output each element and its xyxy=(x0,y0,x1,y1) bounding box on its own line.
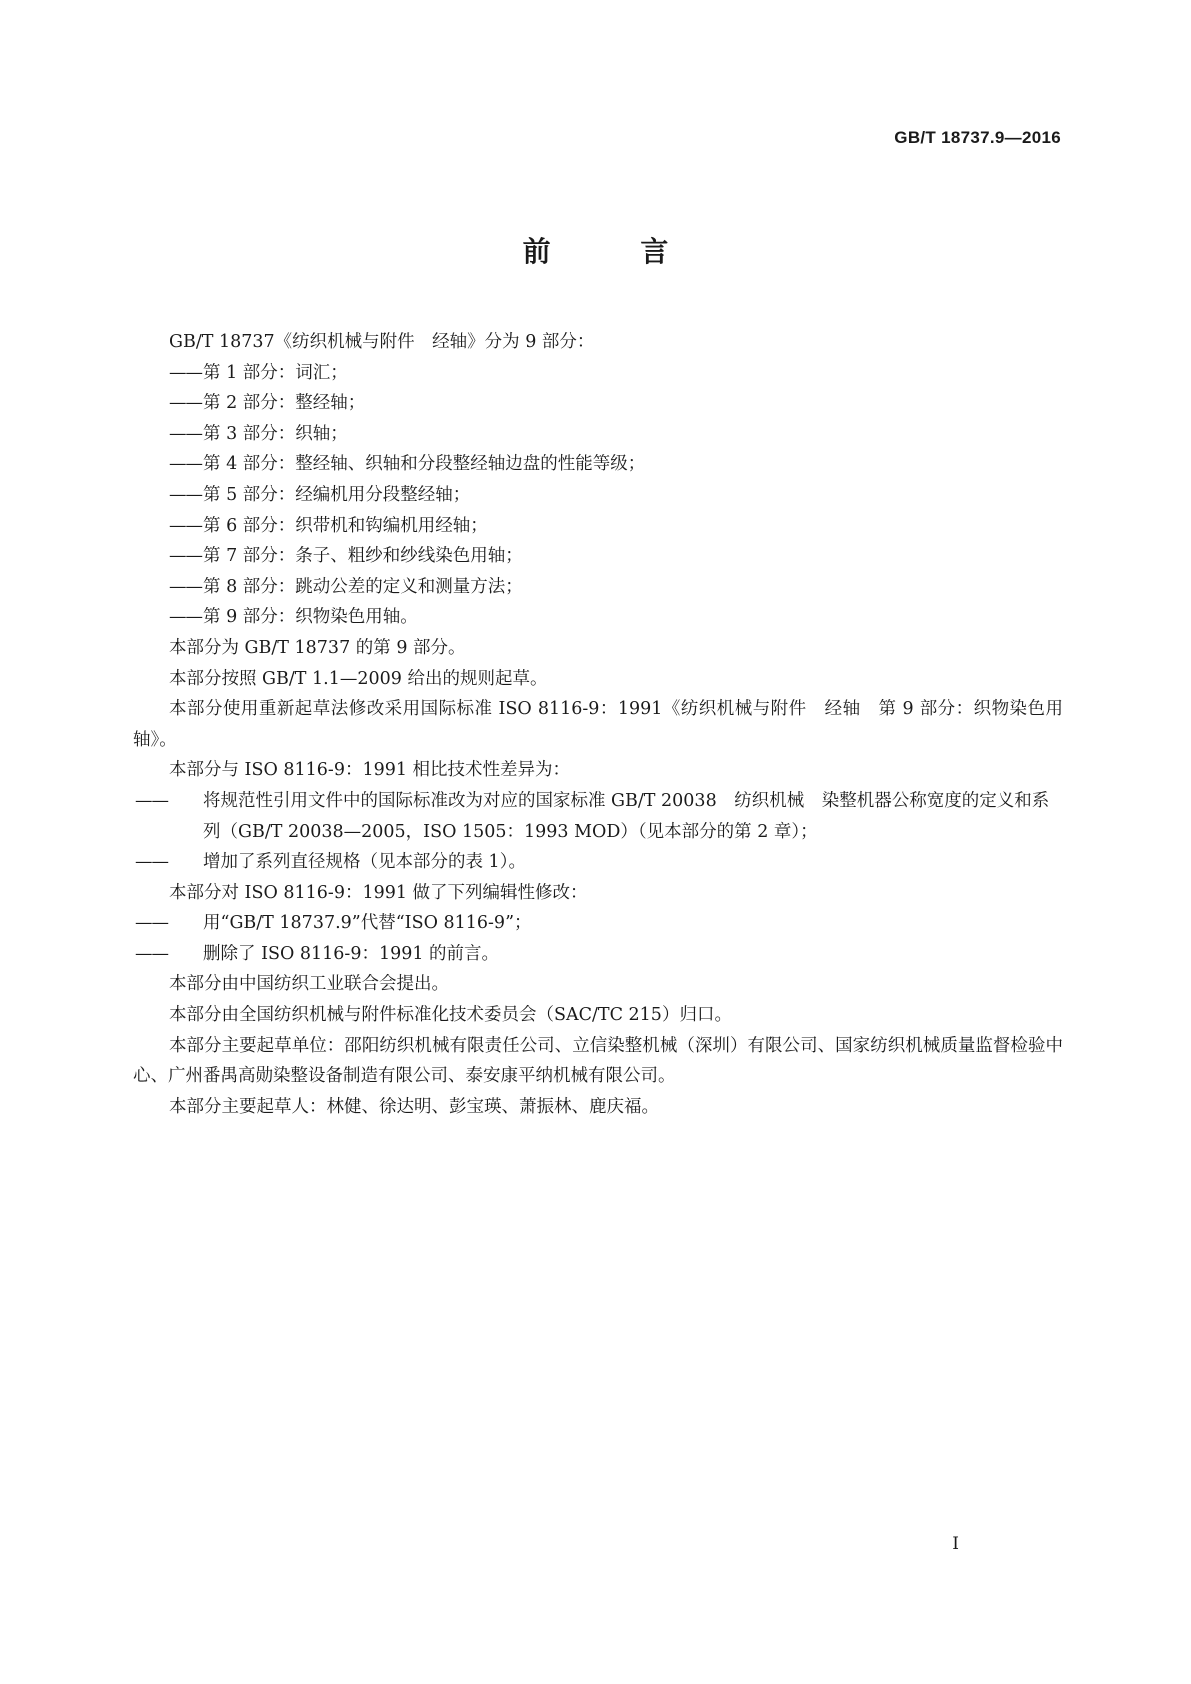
list-item xyxy=(133,786,1063,847)
list-item xyxy=(133,449,1063,480)
list-item xyxy=(133,358,1063,389)
dash-marker: —— xyxy=(135,943,168,964)
foreword-body xyxy=(133,327,1063,1122)
part-label: 第 1 部分：词汇； xyxy=(203,362,348,383)
paragraph-rules: 本部分按照 GB/T 1.1—2009 给出的规则起草。 xyxy=(169,668,548,689)
part-label: 第 2 部分：整经轴； xyxy=(203,393,366,414)
part-label: 第 6 部分：织带机和钩编机用经轴； xyxy=(203,515,488,536)
paragraph-this-part: 本部分为 GB/T 18737 的第 9 部分。 xyxy=(169,637,466,658)
part-label: 第 7 部分：条子、粗纱和纱线染色用轴； xyxy=(203,546,523,567)
part-label: 第 8 部分：跳动公差的定义和测量方法； xyxy=(203,576,523,597)
difference-text: 增加了系列直径规格（见本部分的表 1）。 xyxy=(203,852,526,873)
dash-marker: —— xyxy=(169,576,202,597)
standard-number: GB/T 18737.9—2016 xyxy=(894,128,1061,147)
change-text: 删除了 ISO 8116-9：1991 的前言。 xyxy=(203,943,500,964)
list-item xyxy=(133,572,1063,603)
page-number: I xyxy=(952,1534,959,1554)
part-label: 第 9 部分：织物染色用轴。 xyxy=(203,607,418,628)
paragraph-drafters: 本部分主要起草人：林健、徐达明、彭宝瑛、萧振林、鹿庆福。 xyxy=(169,1096,659,1117)
part-label: 第 4 部分：整经轴、织轴和分段整经轴边盘的性能等级； xyxy=(203,454,646,475)
change-text: 用“GB/T 18737.9”代替“ISO 8116-9”； xyxy=(203,913,532,934)
list-item xyxy=(133,419,1063,450)
dash-marker: —— xyxy=(169,423,202,444)
intro-paragraph: GB/T 18737《纺织机械与附件 经轴》分为 9 部分： xyxy=(169,332,595,352)
list-item xyxy=(133,480,1063,511)
dash-marker: —— xyxy=(135,790,168,811)
dash-marker: —— xyxy=(135,913,168,934)
list-item xyxy=(133,602,1063,633)
dash-marker: —— xyxy=(169,484,202,505)
list-item xyxy=(133,847,1063,878)
paragraph-proposed-by: 本部分由中国纺织工业联合会提出。 xyxy=(169,974,449,995)
part-label: 第 5 部分：经编机用分段整经轴； xyxy=(203,484,471,505)
difference-text: 将规范性引用文件中的国际标准改为对应的国家标准 GB/T 20038 纺织机械 染整机器公称宽度的定义和系列（GB/T 20038—2005，ISO 1505：1993 MOD）（见本部分的第 2 章）； xyxy=(203,790,1050,842)
dash-marker: —— xyxy=(169,454,202,475)
list-item xyxy=(133,511,1063,542)
dash-marker: —— xyxy=(169,515,202,536)
paragraph-centralized-by: 本部分由全国纺织机械与附件标准化技术委员会（SAC/TC 215）归口。 xyxy=(169,1005,732,1026)
paragraph-editorial-changes: 本部分对 ISO 8116-9：1991 做了下列编辑性修改： xyxy=(169,882,588,903)
dash-marker: —— xyxy=(169,607,202,628)
paragraph-adopt: 本部分使用重新起草法修改采用国际标准 ISO 8116-9：1991《纺织机械与附件 经轴 第 9 部分：织物染色用轴》。 xyxy=(133,699,1063,750)
paragraph-technical-differences: 本部分与 ISO 8116-9：1991 相比技术性差异为： xyxy=(169,760,571,781)
page-title: 前 言 xyxy=(522,235,709,268)
list-item xyxy=(133,541,1063,572)
dash-marker: —— xyxy=(135,852,168,873)
list-item xyxy=(133,939,1063,970)
list-item xyxy=(133,908,1063,939)
dash-marker: —— xyxy=(169,362,202,383)
paragraph-drafting-units: 本部分主要起草单位：邵阳纺织机械有限责任公司、立信染整机械（深圳）有限公司、国家纺织机械质量监督检验中心、广州番禺高勋染整设备制造有限公司、泰安康平纳机械有限公司。 xyxy=(133,1035,1063,1087)
dash-marker: —— xyxy=(169,546,202,567)
dash-marker: —— xyxy=(169,393,202,414)
part-label: 第 3 部分：织轴； xyxy=(203,423,348,444)
list-item xyxy=(133,388,1063,419)
